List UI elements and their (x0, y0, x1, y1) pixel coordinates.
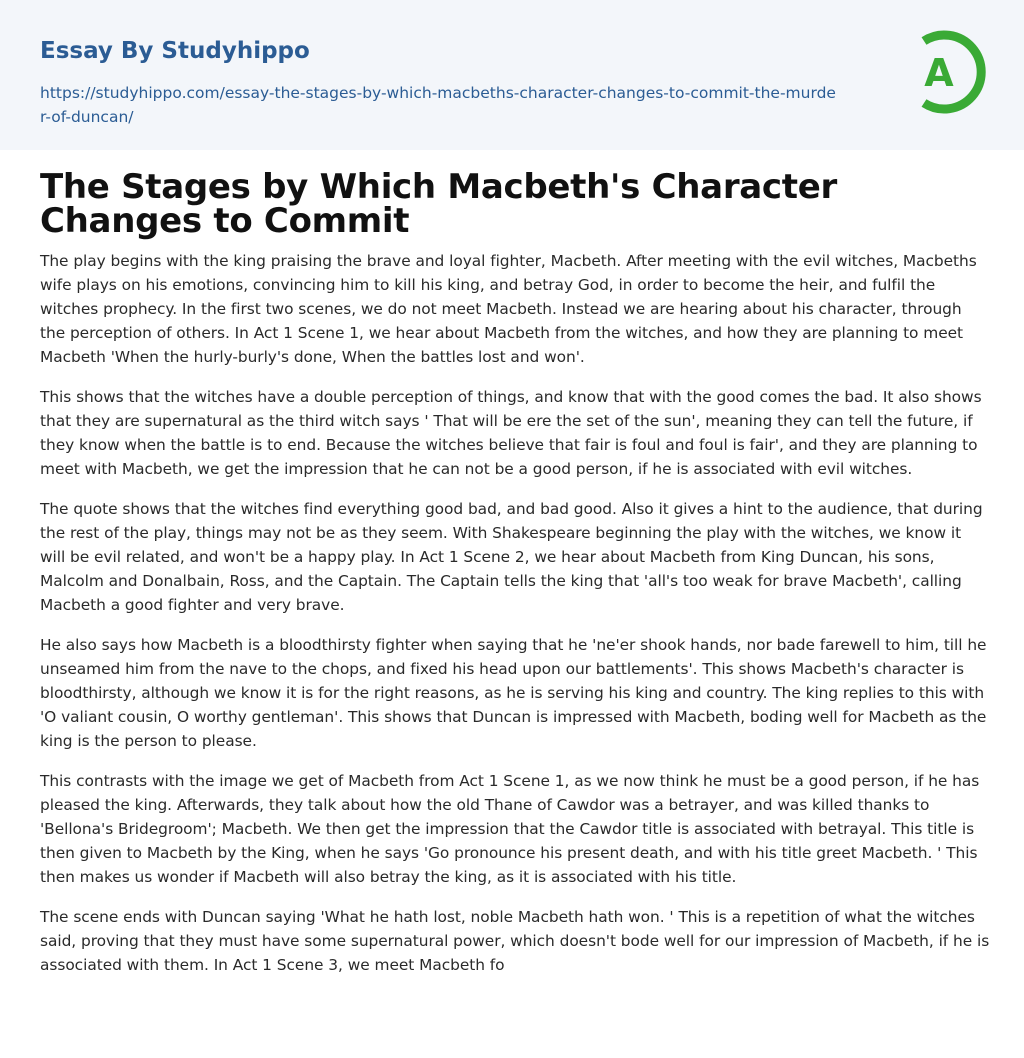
studyhippo-logo-icon[interactable] (910, 29, 988, 115)
essay-paragraph: This contrasts with the image we get of Macbeth from Act 1 Scene 1, as we now think he must be a good person, if he has pleased the king. Afterwards, they talk about how the old Thane of Cawdor was a betrayer, and was killed thanks to 'Bellona's Bridegroom'; Macbeth. We then get the impression that the Cawdor title is associated with betrayal. This title is then given to Macbeth by the King, when he says 'Go pronounce his present death, and with his title greet Macbeth. ' This then makes us wonder if Macbeth will also betray the king, as it is associated with his title. (40, 772, 980, 886)
logo-letter: A (924, 51, 954, 95)
site-header (0, 0, 1024, 150)
essay-paragraph: This shows that the witches have a double perception of things, and know that with the good comes the bad. It also shows that they are supernatural as the third witch says ' That will be ere the set of the sun', meaning they can tell the future, if they know when the battle is to end. Because the witches believe that fair is foul and foul is fair', and they are planning to meet with Macbeth, we get the impression that he can not be a good person, if he is associated with evil witches. (40, 388, 982, 478)
site-brand[interactable]: Essay By Studyhippo (40, 38, 310, 64)
essay-paragraph: The quote shows that the witches find everything good bad, and bad good. Also it gives a hint to the audience, that during the rest of the play, things may not be as they seem. With Shakespeare beginning the play with the witches, we know it will be evil related, and won't be a happy play. In Act 1 Scene 2, we hear about Macbeth from King Duncan, his sons, Malcolm and Donalbain, Ross, and the Captain. The Captain tells the king that 'all's too weak for brave Macbeth', calling Macbeth a good fighter and very brave. (40, 500, 983, 614)
essay-paragraph: The play begins with the king praising the brave and loyal fighter, Macbeth. After meeting with the evil witches, Macbeths wife plays on his emotions, convincing him to kill his king, and betray God, in order to become the heir, and fulfil the witches prophecy. In the first two scenes, we do not meet Macbeth. Instead we are hearing about his character, through the perception of others. In Act 1 Scene 1, we hear about Macbeth from the witches, and how they are planning to meet Macbeth 'When the hurly-burly's done, When the battles lost and won'. (40, 252, 977, 366)
essay-paragraph: The scene ends with Duncan saying 'What he hath lost, noble Macbeth hath won. ' This is a repetition of what the witches said, proving that they must have some supernatural power, which doesn't bode well for our impression of Macbeth, if he is associated with them. In Act 1 Scene 3, we meet Macbeth fo (40, 908, 990, 974)
essay-title: The Stages by Which Macbeth's Character Changes to Commit (40, 167, 837, 241)
essay-paragraph: He also says how Macbeth is a bloodthirsty fighter when saying that he 'ne'er shook hands, nor bade farewell to him, till he unseamed him from the nave to the chops, and fixed his head upon our battlements'. This shows Macbeth's character is bloodthirsty, although we know it is for the right reasons, as he is serving his king and country. The king replies to this with 'O valiant cousin, O worthy gentleman'. This shows that Duncan is impressed with Macbeth, boding well for Macbeth as the king is the person to please. (40, 636, 987, 750)
essay-body (40, 249, 990, 993)
essay-url-link[interactable]: https://studyhippo.com/essay-the-stages-by-which-macbeths-character-changes-to-commit-the-murder-of-duncan/ (40, 84, 836, 126)
